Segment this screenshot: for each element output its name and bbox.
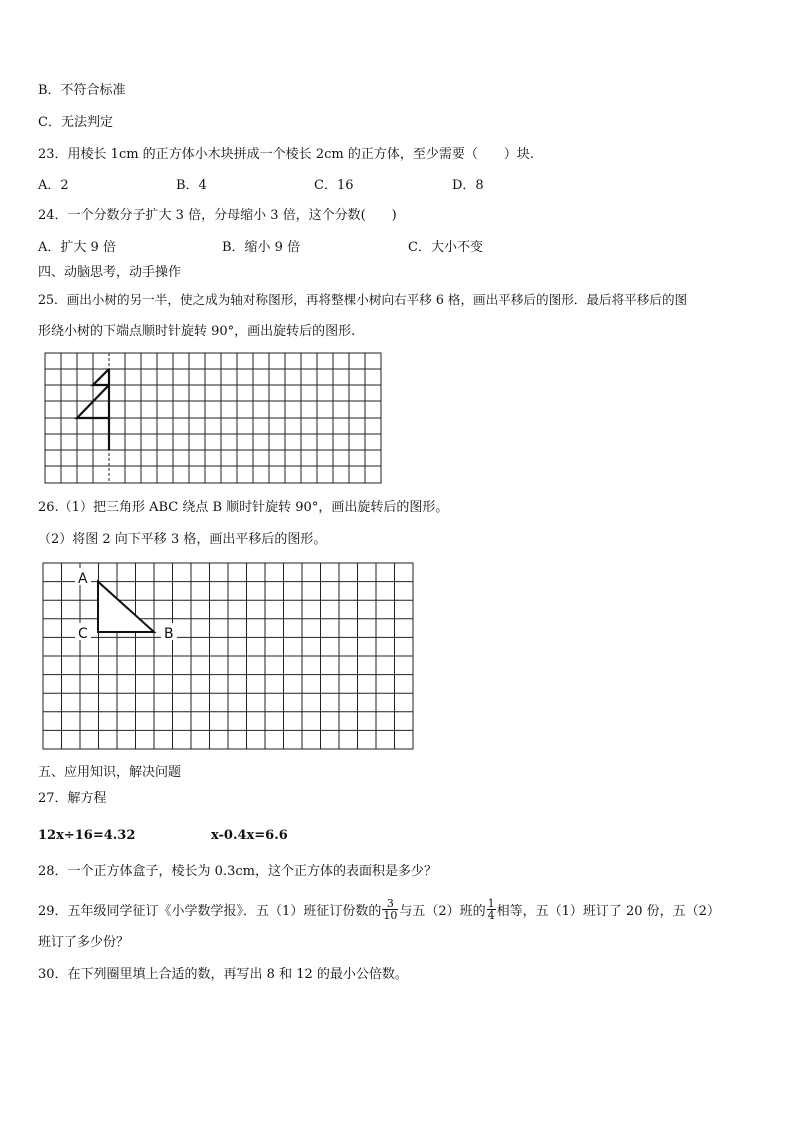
q29-part-c: 相等，五（1）班订了 20 份，五（2）	[496, 904, 720, 919]
q24-stem: 24．一个分数分子扩大 3 倍，分母缩小 3 倍，这个分数( )	[38, 208, 397, 223]
vertex-label-a: A	[78, 571, 88, 587]
q27-equation-1: 12x÷16=4.32	[38, 828, 136, 843]
q22-option-c: C．无法判定	[38, 115, 113, 130]
q27-equation-2: x-0.4x=6.6	[211, 828, 288, 843]
q29-text-line1	[38, 897, 720, 923]
section-4-title: 四、动脑思考，动手操作	[38, 265, 182, 280]
q23-option-d: D．8	[452, 178, 484, 193]
q24-option-c: C．大小不变	[408, 240, 483, 255]
q23-option-c: C．16	[314, 178, 354, 193]
q22-option-b: B．不符合标准	[38, 83, 126, 98]
vertex-label-c: C	[78, 626, 88, 642]
q29-fraction-1-4: $\frac{1}{4}$	[487, 897, 495, 922]
q28-text: 28．一个正方体盒子，棱长为 0.3cm，这个正方体的表面积是多少？	[38, 864, 437, 879]
q23-option-b: B．4	[176, 178, 207, 193]
q27-title: 27．解方程	[38, 791, 107, 806]
q30-text: 30．在下列圈里填上合适的数，再写出 8 和 12 的最小公倍数。	[38, 967, 408, 982]
q25-text-line1: 25．画出小树的另一半，使之成为轴对称图形，再将整棵小树向右平移 6 格，画出平移后的图形．最后将平移后的图	[38, 292, 688, 307]
q26-part1: 26.（1）把三角形 ABC 绕点 B 顺时针旋转 90°，画出旋转后的图形。	[38, 500, 449, 515]
q23-option-a: A．2	[38, 178, 69, 193]
q24-option-a: A．扩大 9 倍	[38, 240, 116, 255]
q29-fraction-3-10: $\frac{3}{10}$	[383, 897, 398, 922]
q26-part2: （2）将图 2 向下平移 3 格，画出平移后的图形。	[38, 532, 327, 547]
q25-text-line2: 形绕小树的下端点顺时针旋转 90°，画出旋转后的图形.	[38, 324, 356, 339]
q25-grid-figure	[44, 352, 384, 486]
q26-grid-figure	[42, 562, 416, 752]
triangle-abc	[98, 582, 154, 632]
q24-option-b: B．缩小 9 倍	[222, 240, 301, 255]
vertex-label-b: B	[164, 626, 174, 642]
q23-stem: 23．用棱长 1cm 的正方体小木块拼成一个棱长 2cm 的正方体，至少需要（ ）块.	[38, 147, 534, 162]
q29-part-a: 29．五年级同学征订《小学数学报》．五（1）班征订份数的	[38, 904, 382, 919]
q29-text-line2: 班订了多少份？	[38, 935, 130, 950]
q29-part-b: 与五（2）班的	[399, 904, 486, 919]
section-5-title: 五、应用知识，解决问题	[38, 765, 182, 780]
